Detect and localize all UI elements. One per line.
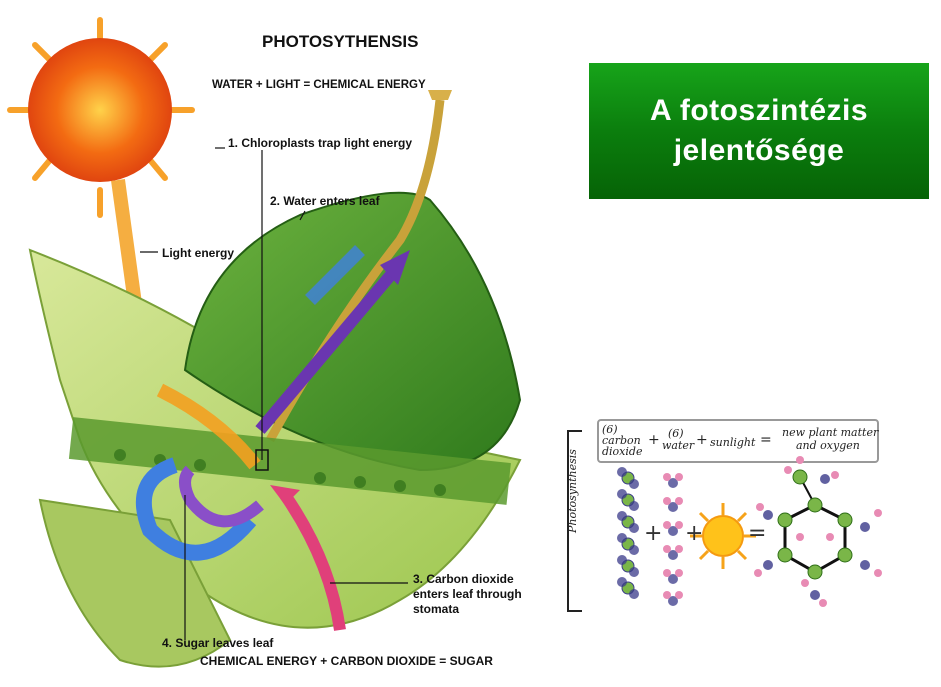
plus-sign: + bbox=[648, 432, 660, 448]
photosynthesis-equation-diagram bbox=[560, 415, 941, 620]
step-4-label: 4. Sugar leaves leaf bbox=[162, 636, 274, 650]
plus-operator: + bbox=[644, 521, 663, 546]
equation-bottom: CHEMICAL ENERGY + CARBON DIOXIDE = SUGAR bbox=[200, 654, 493, 668]
step-2-label: 2. Water enters leaf bbox=[270, 194, 380, 208]
carbon-dioxide-molecules bbox=[617, 467, 639, 599]
water-molecules bbox=[663, 473, 683, 606]
co2-label-line-2: dioxide bbox=[602, 445, 643, 458]
glucose-molecule bbox=[754, 456, 882, 607]
slide-title-line-2: jelentősége bbox=[673, 134, 845, 167]
equals-operator: = bbox=[748, 521, 767, 546]
equals-sign: = bbox=[760, 432, 772, 448]
diagram-title: PHOTOSYTHENSIS bbox=[262, 32, 419, 51]
co2-count: (6) bbox=[602, 423, 618, 436]
sun-icon bbox=[10, 20, 192, 215]
step-3-label: 3. Carbon dioxide enters leaf through stomata bbox=[413, 572, 522, 616]
step-1-label: 1. Chloroplasts trap light energy bbox=[228, 136, 413, 150]
co2-label-line-1: carbon bbox=[602, 434, 641, 447]
photosynthesis-side-label: Photosynthesis bbox=[566, 449, 579, 533]
result-line-2: and oxygen bbox=[796, 439, 860, 452]
light-energy-label: Light energy bbox=[162, 246, 235, 260]
slide-title bbox=[589, 63, 929, 199]
equation-top: WATER + LIGHT = CHEMICAL ENERGY bbox=[212, 79, 426, 91]
plus-sign: + bbox=[696, 432, 708, 448]
water-count: (6) bbox=[668, 427, 684, 440]
plus-operator: + bbox=[685, 521, 704, 546]
water-label: water bbox=[662, 439, 695, 452]
sunlight-label: sunlight bbox=[710, 436, 756, 449]
slide-title-line-1: A fotoszintézis bbox=[649, 94, 869, 127]
result-line-1: new plant matter bbox=[782, 426, 879, 439]
